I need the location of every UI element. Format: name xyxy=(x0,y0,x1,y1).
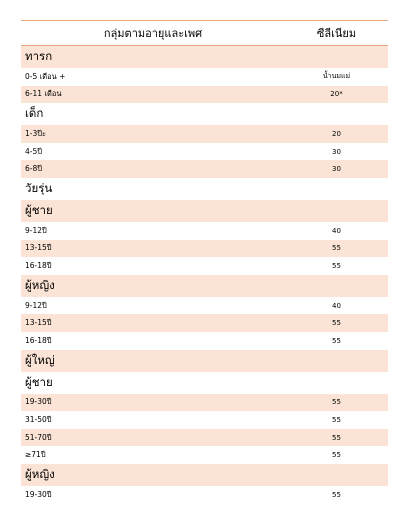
age-group-label: ≥71ปี xyxy=(25,450,46,460)
selenium-value: 55 xyxy=(332,336,341,345)
selenium-value: น้ำนมแม่ xyxy=(322,72,351,81)
selenium-value: 40 xyxy=(332,301,341,310)
selenium-value: 55 xyxy=(332,261,341,270)
section-label: เด็ก xyxy=(25,106,44,121)
age-group-label: 16-18ปี xyxy=(25,260,52,270)
table-row xyxy=(21,486,388,504)
table-row xyxy=(21,314,388,332)
age-group-label: 1-3ปีะ xyxy=(25,128,47,138)
age-group-label: 16-18ปี xyxy=(25,335,52,345)
age-group-label: 19-30ปี xyxy=(25,489,52,499)
header-selenium-column: ซีลีเนียม xyxy=(316,27,357,40)
age-group-label: 13-15ปี xyxy=(25,243,52,253)
section-label: ผู้ใหญ่ xyxy=(25,352,55,367)
selenium-value: 30 xyxy=(332,147,341,156)
section-row xyxy=(21,275,388,297)
table-row xyxy=(21,257,388,275)
section-label: วัยรุ่น xyxy=(25,180,53,195)
table-row xyxy=(21,222,388,240)
selenium-value: 20* xyxy=(330,90,343,99)
header-group-column: กลุ่มตามอายุและเพศ xyxy=(103,27,203,40)
selenium-requirement-table xyxy=(21,20,388,504)
age-group-label: 6-11 เดือน xyxy=(25,89,62,99)
age-group-label: 0-5 เดือน + xyxy=(25,71,66,81)
age-group-label: 6-8ปี xyxy=(25,164,43,174)
selenium-value: 55 xyxy=(332,319,341,328)
section-row xyxy=(21,46,388,68)
section-row xyxy=(21,464,388,486)
age-group-label: 9-12ปี xyxy=(25,300,47,310)
table-row xyxy=(21,394,388,412)
age-group-label: 9-12ปี xyxy=(25,225,47,235)
selenium-value: 20 xyxy=(332,129,341,138)
table-row xyxy=(21,86,388,104)
table-body xyxy=(21,46,388,504)
section-row xyxy=(21,350,388,372)
table-row xyxy=(21,240,388,258)
selenium-value: 30 xyxy=(332,165,341,174)
selenium-value: 40 xyxy=(332,226,341,235)
table-row xyxy=(21,160,388,178)
selenium-value: 55 xyxy=(332,433,341,442)
section-row xyxy=(21,178,388,200)
selenium-value: 55 xyxy=(332,451,341,460)
section-label: ผู้หญิง xyxy=(25,466,55,481)
age-group-label: 51-70ปี xyxy=(25,432,52,442)
section-label: ผู้หญิง xyxy=(25,277,55,292)
age-group-label: 13-15ปี xyxy=(25,318,52,328)
age-group-label: 19-30ปี xyxy=(25,397,52,407)
section-row xyxy=(21,200,388,222)
section-label: ผู้ชาย xyxy=(25,374,53,389)
table-row xyxy=(21,429,388,447)
section-label: ผู้ชาย xyxy=(25,202,53,217)
section-row xyxy=(21,103,388,125)
table-row xyxy=(21,125,388,143)
section-label: ทารก xyxy=(25,49,53,63)
table-row xyxy=(21,297,388,315)
age-group-label: 4-5ปี xyxy=(25,146,43,156)
table-row xyxy=(21,332,388,350)
age-group-label: 31-50ปี xyxy=(25,414,52,424)
table-row xyxy=(21,68,388,86)
table-header xyxy=(21,21,388,46)
table-row xyxy=(21,446,388,464)
selenium-value: 55 xyxy=(332,415,341,424)
table-row xyxy=(21,143,388,161)
selenium-value: 55 xyxy=(332,244,341,253)
table-row xyxy=(21,411,388,429)
selenium-value: 55 xyxy=(332,490,341,499)
section-row xyxy=(21,372,388,394)
selenium-value: 55 xyxy=(332,398,341,407)
